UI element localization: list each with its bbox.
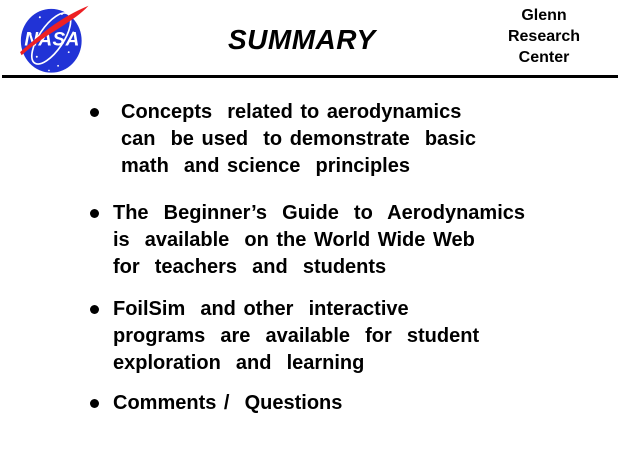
slide-title: SUMMARY <box>228 24 376 55</box>
header-rule <box>2 75 618 78</box>
bullet-text <box>113 390 342 417</box>
bullet-line: math and science principles <box>121 155 410 177</box>
bullet-line: Concepts related to aerodynamics <box>121 101 462 123</box>
bullet-text <box>121 99 476 180</box>
bullet-line: is available on the World Wide Web <box>113 229 475 251</box>
bullet-list <box>82 99 602 417</box>
bullet-item-beginners-guide <box>82 200 602 281</box>
bullet-item-comments <box>82 390 602 417</box>
nasa-logo-icon <box>14 2 90 78</box>
bullet-item-concepts <box>82 99 602 180</box>
bullet-line: can be used to demonstrate basic <box>121 128 476 150</box>
nasa-logo-wordmark: NASA <box>24 29 80 51</box>
bullet-line: FoilSim and other interactive <box>113 298 409 320</box>
bullet-dot <box>90 108 99 117</box>
bullet-dot <box>90 305 99 314</box>
bullet-dot <box>90 209 99 218</box>
bullet-line: The Beginner’s Guide to Aerodynamics <box>113 202 526 224</box>
bullet-text <box>113 200 525 281</box>
bullet-line: for teachers and students <box>113 256 387 278</box>
org-line-center: Center <box>518 49 570 66</box>
bullet-line: exploration and learning <box>113 352 365 374</box>
bullet-dot <box>90 399 99 408</box>
org-line-research: Research <box>507 28 581 45</box>
bullet-line: programs are available for student <box>113 325 480 347</box>
org-name-block <box>489 5 599 68</box>
bullet-item-foilsim <box>82 296 602 377</box>
org-line-glenn: Glenn <box>521 7 567 24</box>
bullet-text <box>113 296 479 377</box>
bullet-line: Comments / Questions <box>113 392 343 414</box>
